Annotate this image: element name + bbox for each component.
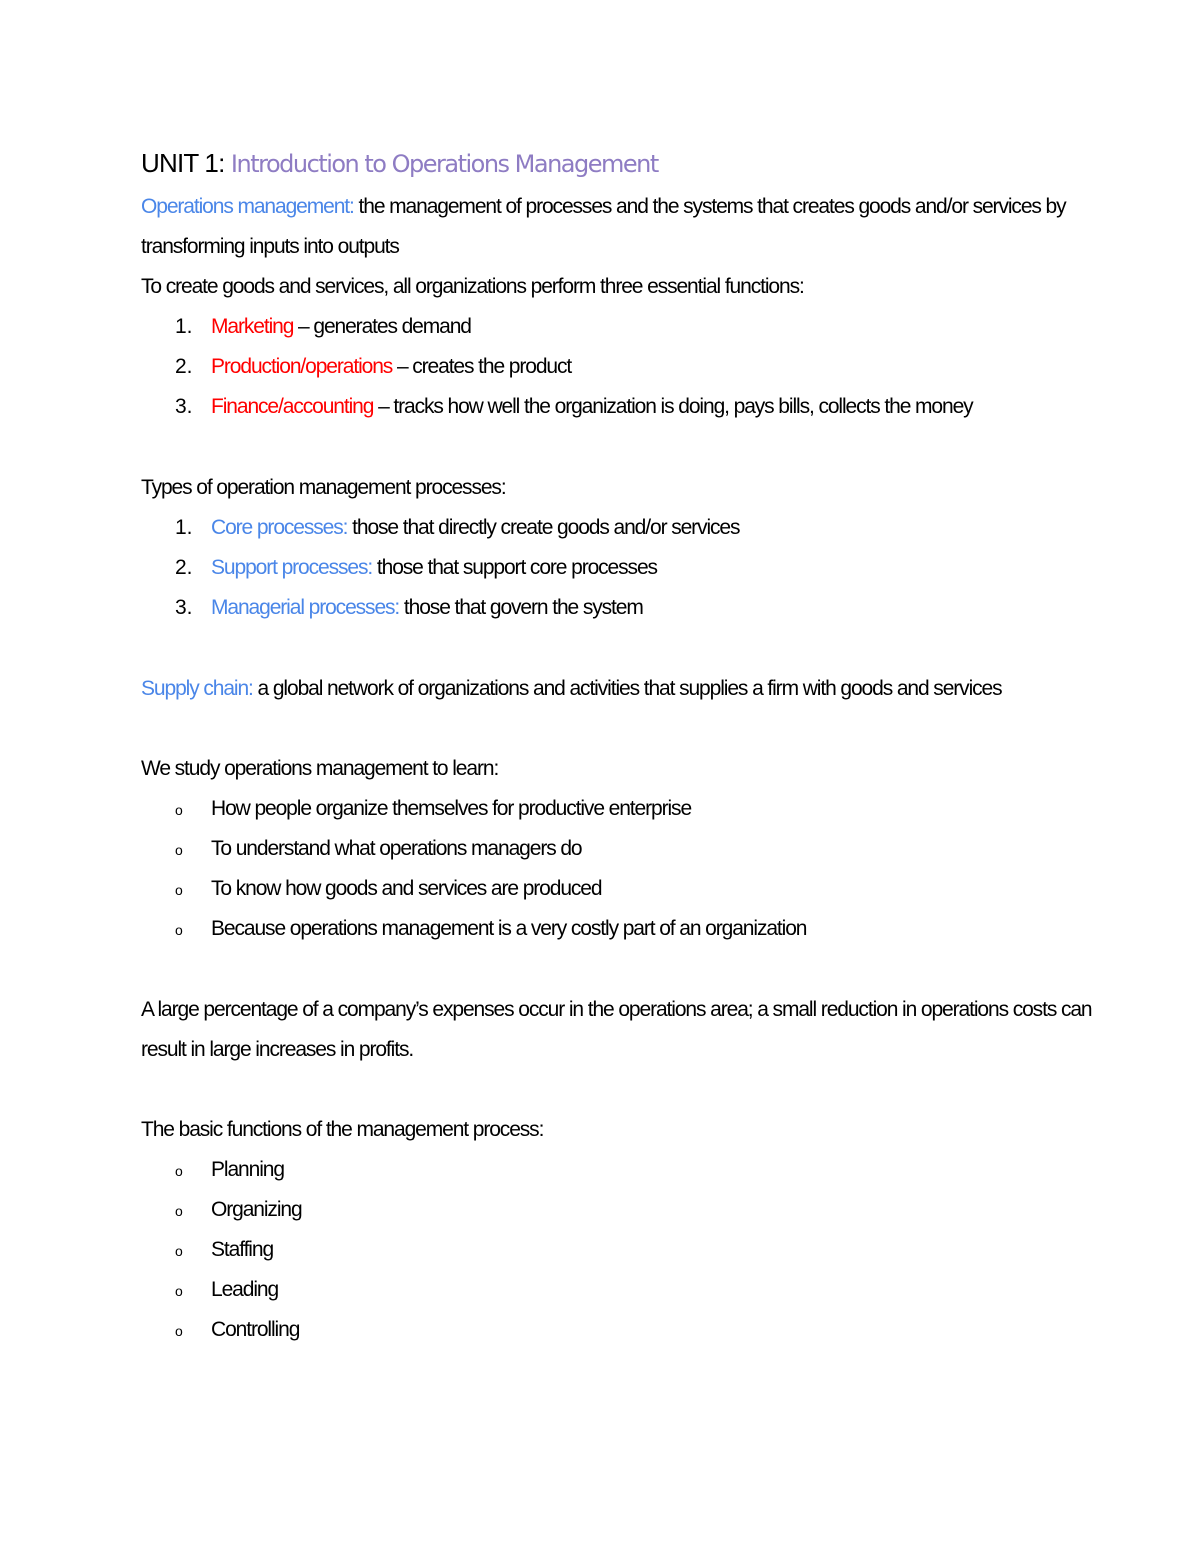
ops-definition-line-2: transforming inputs into outputs xyxy=(141,235,399,258)
supply-chain-text: a global network of organizations and activities that supplies a firm with goods and services xyxy=(252,677,1002,700)
process-text: those that support core processes xyxy=(372,556,657,579)
study-item-text: To understand what operations managers do xyxy=(211,837,582,860)
page-title xyxy=(141,145,658,182)
ops-definition-line-1 xyxy=(141,192,1066,222)
bullet-icon: o xyxy=(175,882,183,898)
bullet-icon: o xyxy=(175,1323,183,1339)
process-text: those that directly create goods and/or services xyxy=(347,516,740,539)
function-term: Production/operations xyxy=(211,355,393,378)
functions-intro: To create goods and services, all organizations perform three essential functions: xyxy=(141,275,804,298)
process-term: Support processes: xyxy=(211,556,373,579)
basic-function-text: Controlling xyxy=(211,1318,300,1341)
bullet-icon: o xyxy=(175,1163,183,1179)
function-term: Finance/accounting xyxy=(211,395,374,418)
function-text: – tracks how well the organization is doing, pays bills, collects the money xyxy=(373,395,973,418)
study-item-text: Because operations management is a very costly part of an organization xyxy=(211,917,807,940)
supply-chain-definition xyxy=(141,674,1002,704)
study-item-text: To know how goods and services are produced xyxy=(211,877,602,900)
function-text: – creates the product xyxy=(392,355,572,378)
list-number: 3. xyxy=(175,395,193,418)
list-number: 2. xyxy=(175,355,193,378)
study-intro: We study operations management to learn: xyxy=(141,757,499,780)
list-number: 2. xyxy=(175,556,193,579)
basic-function-text: Leading xyxy=(211,1278,279,1301)
function-term: Marketing xyxy=(211,315,294,338)
study-item-text: How people organize themselves for productive enterprise xyxy=(211,797,692,820)
bullet-icon: o xyxy=(175,1203,183,1219)
ops-term: Operations management: xyxy=(141,195,354,218)
basic-function-text: Staffing xyxy=(211,1238,274,1261)
bullet-icon: o xyxy=(175,1243,183,1259)
list-number: 1. xyxy=(175,516,193,539)
expenses-line-1: A large percentage of a company’s expenses occur in the operations area; a small reduction in operations costs can xyxy=(141,998,1092,1021)
bullet-icon: o xyxy=(175,802,183,818)
basic-function-text: Organizing xyxy=(211,1198,302,1221)
process-term: Core processes: xyxy=(211,516,348,539)
supply-chain-term: Supply chain: xyxy=(141,677,253,700)
basic-function-text: Planning xyxy=(211,1158,284,1181)
bullet-icon: o xyxy=(175,922,183,938)
types-intro: Types of operation management processes: xyxy=(141,476,506,499)
list-number: 1. xyxy=(175,315,193,338)
unit-label: UNIT 1: xyxy=(141,148,231,178)
bullet-icon: o xyxy=(175,1283,183,1299)
process-text: those that govern the system xyxy=(399,596,643,619)
process-term: Managerial processes: xyxy=(211,596,400,619)
basic-functions-intro: The basic functions of the management process: xyxy=(141,1118,544,1141)
list-number: 3. xyxy=(175,596,193,619)
expenses-line-2: result in large increases in profits. xyxy=(141,1038,414,1061)
bullet-icon: o xyxy=(175,842,183,858)
ops-definition-text: the management of processes and the systems that creates goods and/or services by xyxy=(353,195,1066,218)
function-text: – generates demand xyxy=(293,315,471,338)
unit-title: Introduction to Operations Management xyxy=(230,150,658,178)
